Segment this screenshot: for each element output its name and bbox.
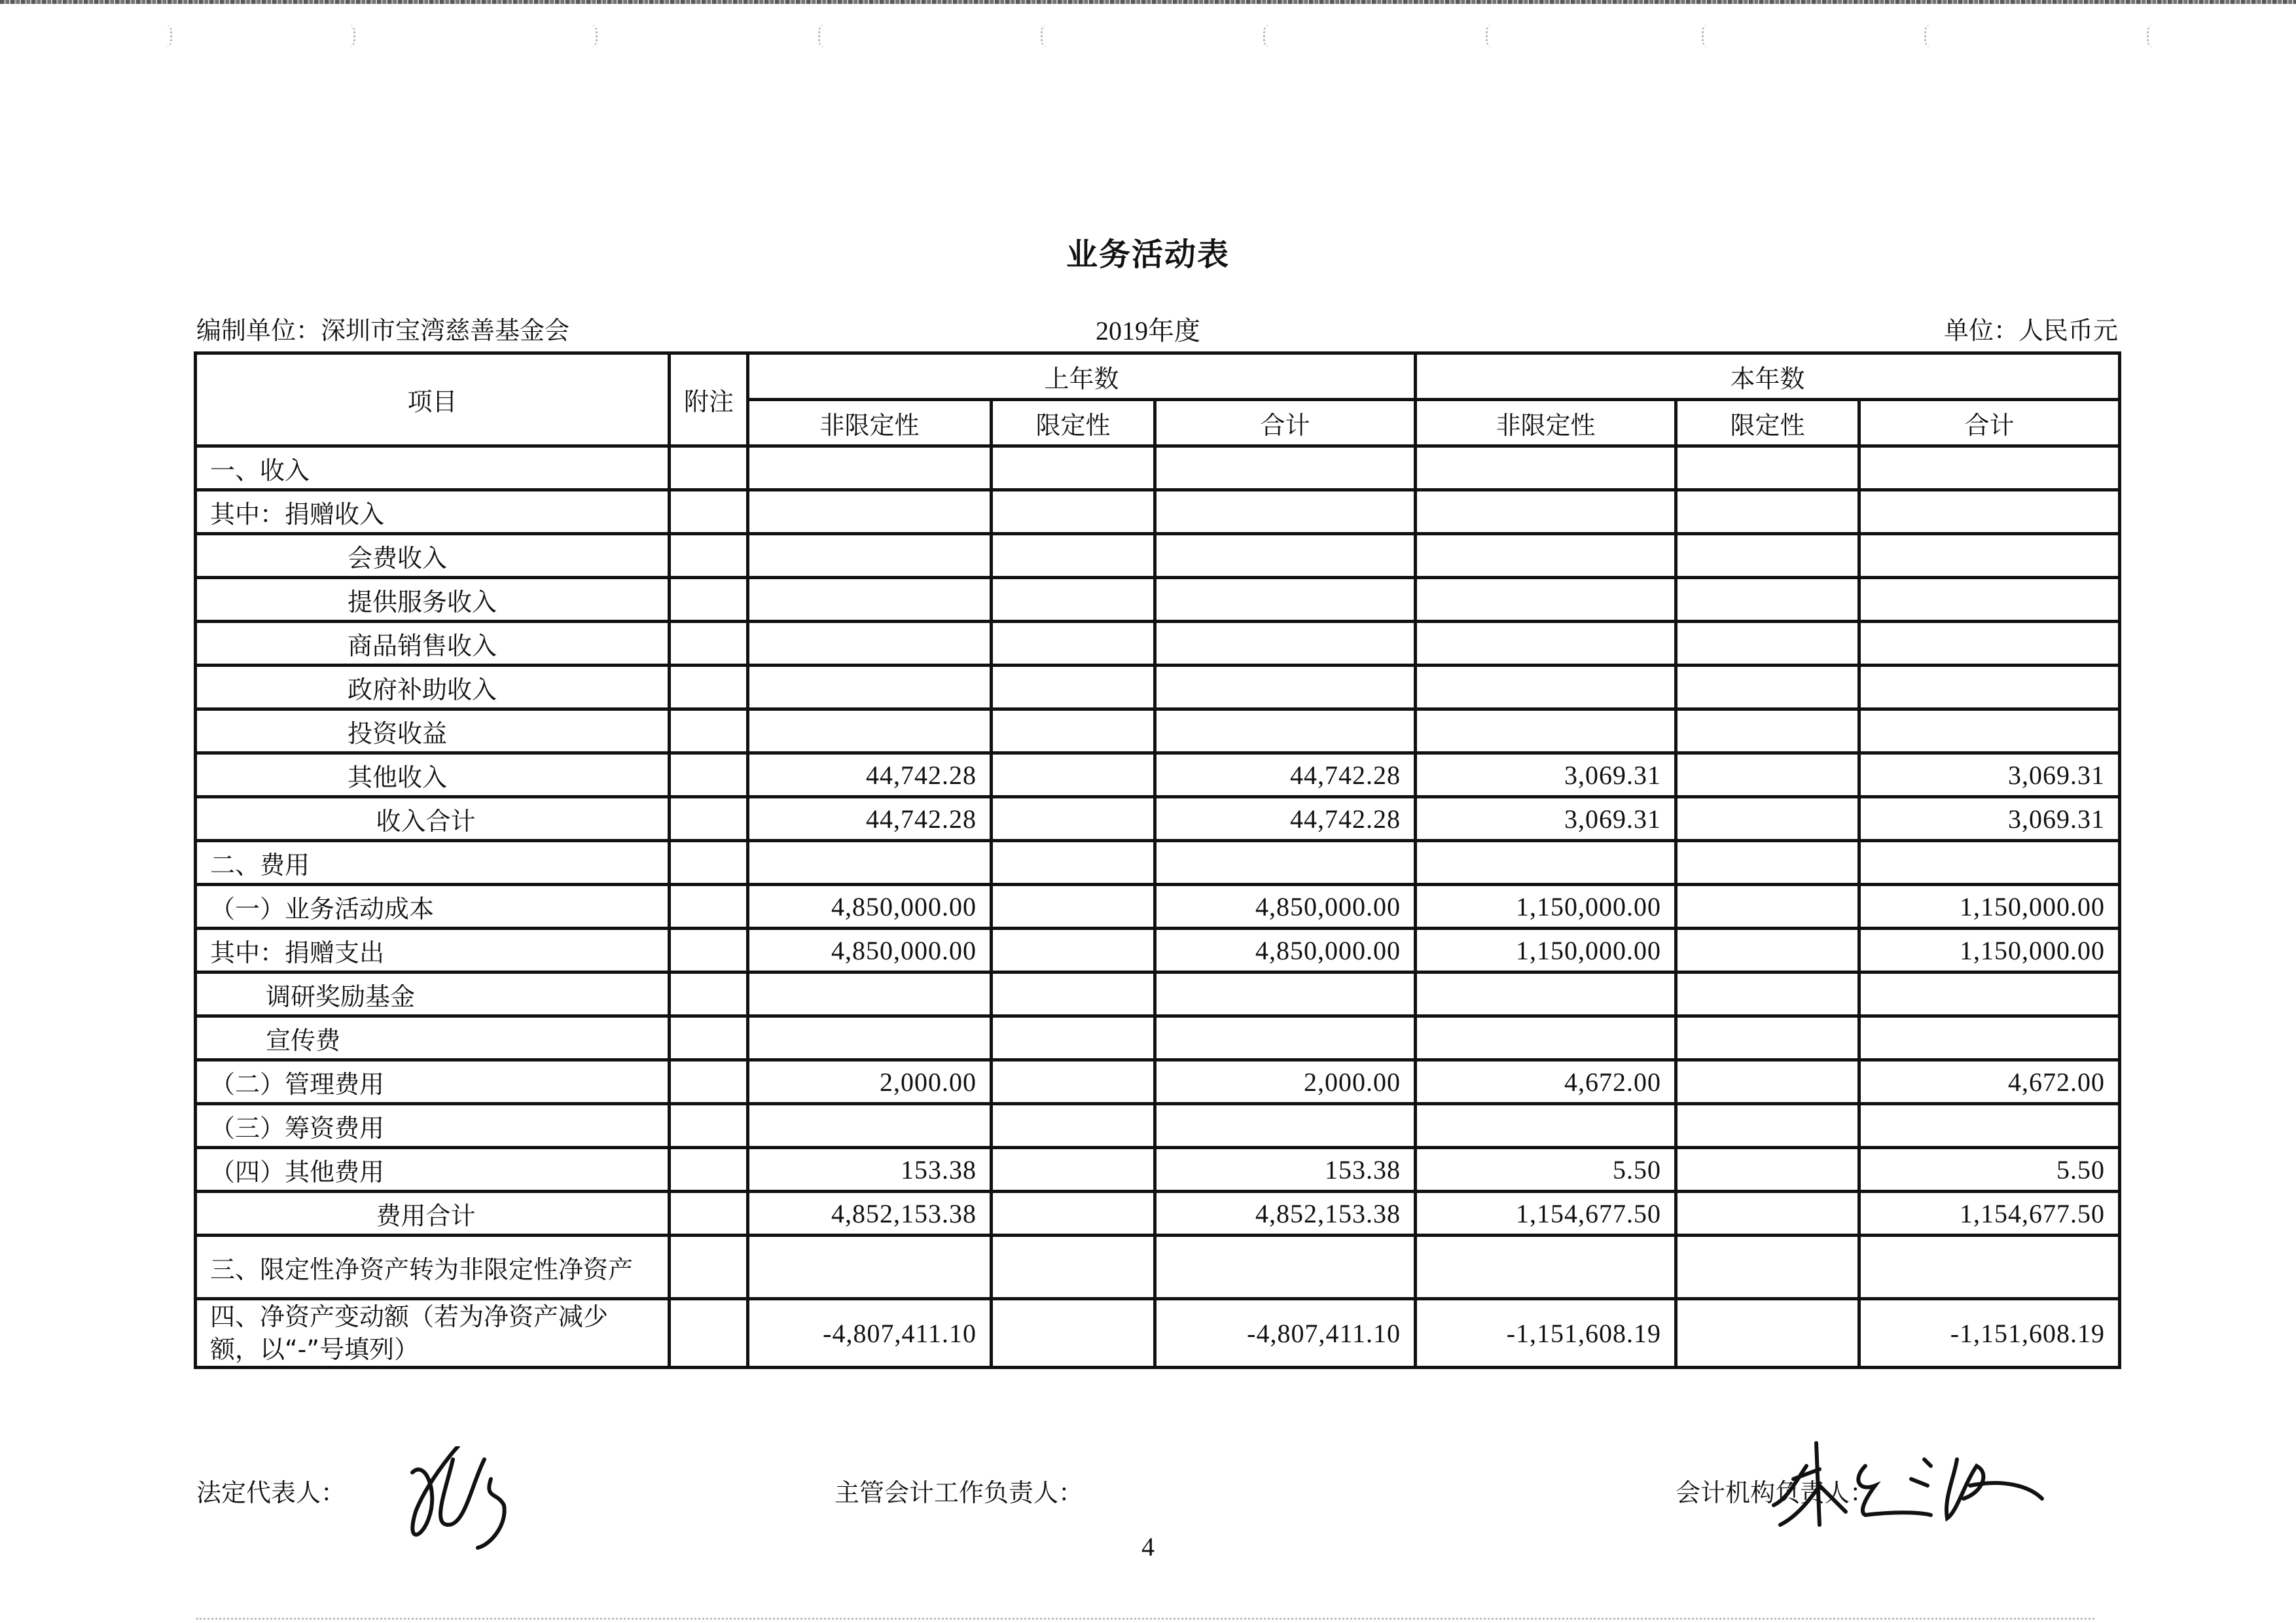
cell-note — [670, 1104, 748, 1148]
cell-note — [670, 1236, 748, 1299]
cell-cy-unres: 1,150,000.00 — [1416, 929, 1676, 972]
punch-hole-mark — [1924, 25, 1933, 47]
cell-py-unres: 4,852,153.38 — [748, 1192, 992, 1236]
cell-py-total — [1155, 666, 1416, 709]
table-row — [196, 841, 2120, 885]
cell-cy-res — [1676, 1299, 1859, 1368]
cell-py-total — [1155, 972, 1416, 1016]
cell-py-res — [992, 797, 1155, 841]
table-row — [196, 885, 2120, 929]
cell-py-res — [992, 841, 1155, 885]
cell-py-unres: 4,850,000.00 — [748, 929, 992, 972]
cell-py-total — [1155, 490, 1416, 534]
table-row — [196, 1060, 2120, 1104]
cell-note — [670, 929, 748, 972]
cell-py-unres: 44,742.28 — [748, 753, 992, 797]
cell-cy-total: 1,150,000.00 — [1859, 929, 2120, 972]
cell-cy-res — [1676, 1016, 1859, 1060]
punch-hole-mark — [589, 25, 598, 47]
cell-cy-res — [1676, 841, 1859, 885]
cell-py-total — [1155, 534, 1416, 578]
cell-cy-total: -1,151,608.19 — [1859, 1299, 2120, 1368]
cell-py-res — [992, 1299, 1155, 1368]
table-row — [196, 797, 2120, 841]
cell-py-total — [1155, 578, 1416, 622]
document-title: 业务活动表 — [1066, 236, 1230, 273]
cell-py-unres — [748, 1104, 992, 1148]
cell-py-total: 153.38 — [1155, 1148, 1416, 1192]
cell-py-total: 4,852,153.38 — [1155, 1192, 1416, 1236]
cell-py-unres — [748, 972, 992, 1016]
cell-cy-total — [1859, 841, 2120, 885]
cell-cy-unres: -1,151,608.19 — [1416, 1299, 1676, 1368]
cell-note — [670, 753, 748, 797]
header-current-year: 本年数 — [1416, 353, 2120, 400]
punch-hole-mark — [347, 25, 355, 47]
cell-cy-res — [1676, 622, 1859, 666]
accounting-head-label: 会计机构负责人： — [1676, 1478, 1875, 1507]
row-label: 其中：捐赠收入 — [196, 490, 670, 534]
cell-py-res — [992, 666, 1155, 709]
punch-hole-mark — [164, 25, 172, 47]
table-row — [196, 1236, 2120, 1299]
table-row — [196, 753, 2120, 797]
header-cy-total: 合计 — [1859, 400, 2120, 446]
cell-cy-res — [1676, 534, 1859, 578]
cell-py-res — [992, 885, 1155, 929]
cell-cy-res — [1676, 929, 1859, 972]
cell-cy-total: 3,069.31 — [1859, 753, 2120, 797]
row-label: 会费收入 — [196, 534, 670, 578]
cell-cy-unres — [1416, 1104, 1676, 1148]
cell-py-res — [992, 709, 1155, 753]
cell-py-total: -4,807,411.10 — [1155, 1299, 1416, 1368]
cell-py-unres — [748, 666, 992, 709]
cell-cy-res — [1676, 666, 1859, 709]
cell-cy-total: 1,150,000.00 — [1859, 885, 2120, 929]
table-row — [196, 1148, 2120, 1192]
header-cy-unrestricted: 非限定性 — [1416, 400, 1676, 446]
cell-note — [670, 797, 748, 841]
header-py-restricted: 限定性 — [992, 400, 1155, 446]
cell-cy-res — [1676, 1192, 1859, 1236]
cell-cy-total: 4,672.00 — [1859, 1060, 2120, 1104]
row-label: （三）筹资费用 — [196, 1104, 670, 1148]
row-label: 其他收入 — [196, 753, 670, 797]
cell-cy-total — [1859, 446, 2120, 490]
table-row — [196, 929, 2120, 972]
table-row — [196, 1104, 2120, 1148]
cell-cy-res — [1676, 753, 1859, 797]
header-py-unrestricted: 非限定性 — [748, 400, 992, 446]
header-py-total: 合计 — [1155, 400, 1416, 446]
row-label: 政府补助收入 — [196, 666, 670, 709]
cell-cy-unres — [1416, 1236, 1676, 1299]
table-row — [196, 709, 2120, 753]
cell-py-total — [1155, 1016, 1416, 1060]
cell-py-unres — [748, 841, 992, 885]
cell-cy-total — [1859, 1236, 2120, 1299]
cell-note — [670, 622, 748, 666]
row-label: 四、净资产变动额（若为净资产减少额，以“-”号填列） — [196, 1299, 670, 1368]
cell-py-unres: 153.38 — [748, 1148, 992, 1192]
cell-note — [670, 1016, 748, 1060]
cell-cy-res — [1676, 1236, 1859, 1299]
row-label: （四）其他费用 — [196, 1148, 670, 1192]
cell-py-total — [1155, 1236, 1416, 1299]
punch-hole-mark — [1041, 25, 1049, 47]
cell-cy-res — [1676, 885, 1859, 929]
cell-py-unres: 2,000.00 — [748, 1060, 992, 1104]
cell-py-unres: 4,850,000.00 — [748, 885, 992, 929]
table-row — [196, 1192, 2120, 1236]
row-label: 其中：捐赠支出 — [196, 929, 670, 972]
punch-hole-mark — [818, 25, 827, 47]
prepared-by: 编制单位：深圳市宝湾慈善基金会 — [196, 316, 570, 345]
cell-note — [670, 1192, 748, 1236]
cell-py-res — [992, 1236, 1155, 1299]
punch-hole-mark — [2147, 25, 2155, 47]
cell-py-total: 44,742.28 — [1155, 753, 1416, 797]
cell-note — [670, 1060, 748, 1104]
table-row — [196, 1299, 2120, 1368]
table-row — [196, 622, 2120, 666]
activity-statement-table — [194, 351, 2121, 1369]
cell-py-total: 4,850,000.00 — [1155, 929, 1416, 972]
legal-representative-label: 法定代表人： — [196, 1478, 346, 1507]
table-row — [196, 1016, 2120, 1060]
cell-note — [670, 534, 748, 578]
cell-py-total: 2,000.00 — [1155, 1060, 1416, 1104]
cell-cy-unres — [1416, 666, 1676, 709]
cell-cy-res — [1676, 490, 1859, 534]
cell-cy-res — [1676, 972, 1859, 1016]
row-label: 投资收益 — [196, 709, 670, 753]
cell-py-unres — [748, 1016, 992, 1060]
scan-edge-top — [0, 0, 2296, 4]
cell-cy-unres — [1416, 622, 1676, 666]
table-row — [196, 490, 2120, 534]
cell-cy-res — [1676, 1148, 1859, 1192]
cell-cy-res — [1676, 797, 1859, 841]
cell-note — [670, 666, 748, 709]
cell-cy-unres — [1416, 446, 1676, 490]
cell-py-res — [992, 972, 1155, 1016]
cell-note — [670, 885, 748, 929]
header-cy-restricted: 限定性 — [1676, 400, 1859, 446]
cell-cy-total — [1859, 1016, 2120, 1060]
cell-py-res — [992, 1016, 1155, 1060]
cell-cy-unres: 1,150,000.00 — [1416, 885, 1676, 929]
cell-py-res — [992, 1104, 1155, 1148]
cell-py-unres — [748, 622, 992, 666]
cell-note — [670, 578, 748, 622]
cell-py-res — [992, 1060, 1155, 1104]
row-label: 三、限定性净资产转为非限定性净资产 — [196, 1236, 670, 1299]
punch-hole-mark — [1702, 25, 1710, 47]
cell-py-unres — [748, 578, 992, 622]
cell-cy-unres — [1416, 1016, 1676, 1060]
header-note: 附注 — [670, 353, 748, 446]
row-label: 收入合计 — [196, 797, 670, 841]
accounting-head-signature — [1767, 1440, 2108, 1531]
cell-py-total: 4,850,000.00 — [1155, 885, 1416, 929]
cell-cy-total — [1859, 666, 2120, 709]
cell-cy-total: 5.50 — [1859, 1148, 2120, 1192]
punch-hole-mark — [1263, 25, 1272, 47]
currency-unit: 单位：人民币元 — [1943, 316, 2118, 345]
cell-cy-total — [1859, 972, 2120, 1016]
cell-cy-unres — [1416, 578, 1676, 622]
row-label: 一、收入 — [196, 446, 670, 490]
cell-cy-res — [1676, 1060, 1859, 1104]
header-prior-year: 上年数 — [748, 353, 1416, 400]
cell-py-total — [1155, 622, 1416, 666]
cell-py-res — [992, 490, 1155, 534]
cell-note — [670, 446, 748, 490]
cell-py-total — [1155, 446, 1416, 490]
cell-cy-total — [1859, 1104, 2120, 1148]
cell-py-total — [1155, 709, 1416, 753]
report-period: 2019年度 — [1096, 316, 1200, 346]
cell-py-unres: 44,742.28 — [748, 797, 992, 841]
cell-py-unres — [748, 446, 992, 490]
cell-py-unres — [748, 1236, 992, 1299]
cell-py-res — [992, 446, 1155, 490]
cell-py-res — [992, 1192, 1155, 1236]
cell-py-total: 44,742.28 — [1155, 797, 1416, 841]
row-label: 二、费用 — [196, 841, 670, 885]
table-row — [196, 446, 2120, 490]
cell-note — [670, 972, 748, 1016]
cell-note — [670, 709, 748, 753]
row-label: （一）业务活动成本 — [196, 885, 670, 929]
cell-note — [670, 490, 748, 534]
punch-hole-mark — [1486, 25, 1494, 47]
cell-cy-total — [1859, 490, 2120, 534]
header-item: 项目 — [196, 353, 670, 446]
cell-cy-unres: 3,069.31 — [1416, 797, 1676, 841]
cell-cy-unres: 5.50 — [1416, 1148, 1676, 1192]
table-row — [196, 534, 2120, 578]
row-label: 宣传费 — [196, 1016, 670, 1060]
cell-cy-unres: 1,154,677.50 — [1416, 1192, 1676, 1236]
cell-cy-total — [1859, 534, 2120, 578]
chief-accountant-label: 主管会计工作负责人： — [834, 1478, 1084, 1507]
cell-cy-unres: 4,672.00 — [1416, 1060, 1676, 1104]
cell-py-unres — [748, 709, 992, 753]
row-label: 调研奖励基金 — [196, 972, 670, 1016]
cell-py-total — [1155, 1104, 1416, 1148]
row-label: 费用合计 — [196, 1192, 670, 1236]
cell-py-res — [992, 929, 1155, 972]
cell-cy-res — [1676, 446, 1859, 490]
cell-cy-res — [1676, 578, 1859, 622]
cell-py-res — [992, 1148, 1155, 1192]
cell-py-res — [992, 578, 1155, 622]
cell-cy-unres — [1416, 841, 1676, 885]
cell-cy-res — [1676, 709, 1859, 753]
table-row — [196, 666, 2120, 709]
cell-cy-unres — [1416, 972, 1676, 1016]
cell-note — [670, 1148, 748, 1192]
page-number: 4 — [1141, 1532, 1155, 1561]
cell-note — [670, 1299, 748, 1368]
cell-cy-unres: 3,069.31 — [1416, 753, 1676, 797]
cell-note — [670, 841, 748, 885]
row-label: （二）管理费用 — [196, 1060, 670, 1104]
row-label: 商品销售收入 — [196, 622, 670, 666]
cell-cy-res — [1676, 1104, 1859, 1148]
cell-cy-unres — [1416, 490, 1676, 534]
cell-py-res — [992, 622, 1155, 666]
cell-py-res — [992, 753, 1155, 797]
cell-cy-total — [1859, 709, 2120, 753]
cell-py-unres: -4,807,411.10 — [748, 1299, 992, 1368]
row-label: 提供服务收入 — [196, 578, 670, 622]
cell-py-unres — [748, 490, 992, 534]
cell-cy-unres — [1416, 534, 1676, 578]
cell-py-total — [1155, 841, 1416, 885]
cell-cy-total — [1859, 578, 2120, 622]
table-row — [196, 972, 2120, 1016]
cell-cy-total: 3,069.31 — [1859, 797, 2120, 841]
scan-edge-bottom — [196, 1618, 2094, 1622]
cell-cy-total — [1859, 622, 2120, 666]
cell-py-res — [992, 534, 1155, 578]
cell-py-unres — [748, 534, 992, 578]
cell-cy-unres — [1416, 709, 1676, 753]
cell-cy-total: 1,154,677.50 — [1859, 1192, 2120, 1236]
table-row — [196, 578, 2120, 622]
